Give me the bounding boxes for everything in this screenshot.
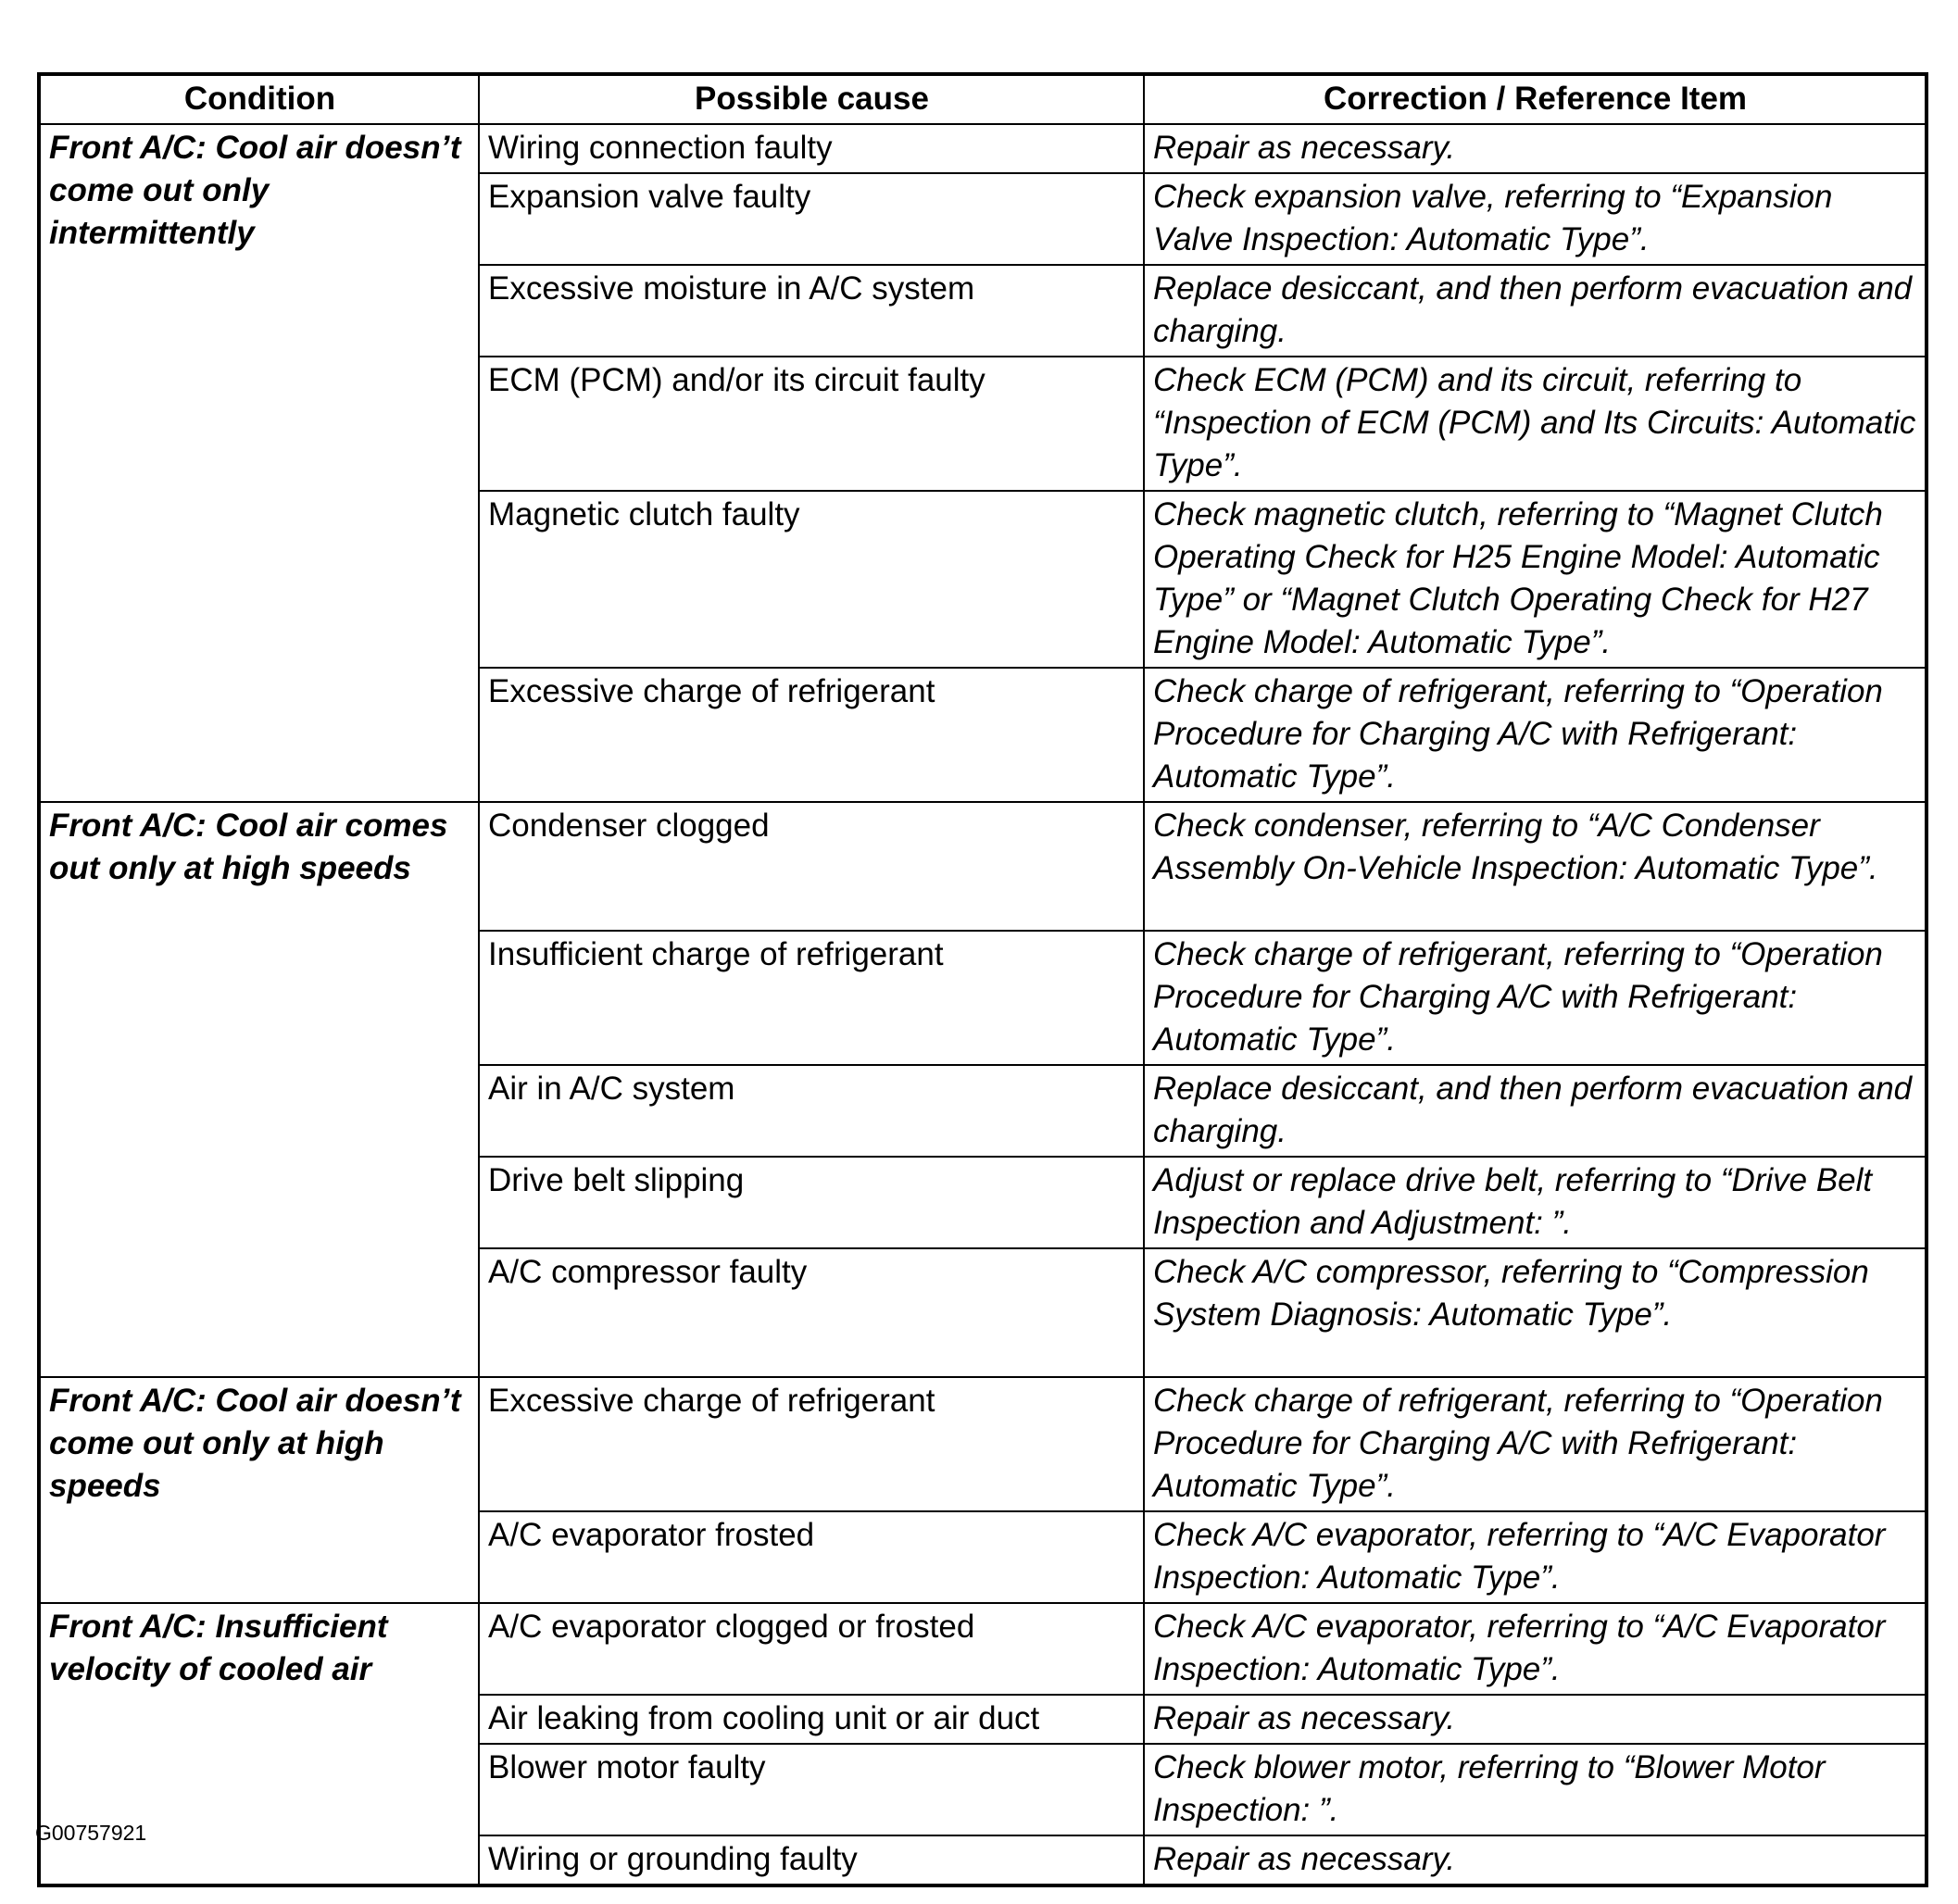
table-row xyxy=(39,802,1927,931)
table-row xyxy=(39,124,1927,173)
header-condition: Condition xyxy=(39,74,479,124)
header-correction: Correction / Reference Item xyxy=(1144,74,1927,124)
cause-cell: A/C evaporator frosted xyxy=(479,1511,1144,1603)
cause-cell: Wiring or grounding faulty xyxy=(479,1835,1144,1885)
correction-cell: Check charge of refrigerant, referring to “Operation Procedure for Charging A/C with Refrigerant: Automatic Type”. xyxy=(1144,1377,1927,1511)
correction-cell: Repair as necessary. xyxy=(1144,124,1927,173)
correction-cell: Check magnetic clutch, referring to “Magnet Clutch Operating Check for H25 Engine Model: Automatic Type” or “Magnet Clutch Operating Check for H27 Engine Model: Automatic Type”. xyxy=(1144,491,1927,668)
correction-cell: Check condenser, referring to “A/C Condenser Assembly On-Vehicle Inspection: Automatic Type”. xyxy=(1144,802,1927,931)
figure-id: G00757921 xyxy=(35,1821,147,1845)
cause-cell: A/C compressor faulty xyxy=(479,1248,1144,1377)
correction-cell: Replace desiccant, and then perform evacuation and charging. xyxy=(1144,265,1927,357)
correction-cell: Repair as necessary. xyxy=(1144,1835,1927,1885)
correction-cell: Repair as necessary. xyxy=(1144,1695,1927,1744)
cause-cell: Expansion valve faulty xyxy=(479,173,1144,265)
cause-cell: Drive belt slipping xyxy=(479,1157,1144,1248)
condition-cell: Front A/C: Cool air doesn’t come out only intermittently xyxy=(39,124,479,802)
cause-cell: Wiring connection faulty xyxy=(479,124,1144,173)
correction-cell: Check charge of refrigerant, referring to “Operation Procedure for Charging A/C with Refrigerant: Automatic Type”. xyxy=(1144,931,1927,1065)
correction-cell: Adjust or replace drive belt, referring to “Drive Belt Inspection and Adjustment: ”. xyxy=(1144,1157,1927,1248)
cause-cell: Excessive moisture in A/C system xyxy=(479,265,1144,357)
cause-cell: Condenser clogged xyxy=(479,802,1144,931)
cause-cell: ECM (PCM) and/or its circuit faulty xyxy=(479,357,1144,491)
cause-cell: Insufficient charge of refrigerant xyxy=(479,931,1144,1065)
correction-cell: Check blower motor, referring to “Blower Motor Inspection: ”. xyxy=(1144,1744,1927,1835)
correction-cell: Check charge of refrigerant, referring to “Operation Procedure for Charging A/C with Refrigerant: Automatic Type”. xyxy=(1144,668,1927,802)
condition-cell: Front A/C: Cool air doesn’t come out only at high speeds xyxy=(39,1377,479,1603)
table-row xyxy=(39,1603,1927,1695)
condition-cell: Front A/C: Insufficient velocity of cooled air xyxy=(39,1603,479,1885)
cause-cell: Blower motor faulty xyxy=(479,1744,1144,1835)
correction-cell: Check A/C evaporator, referring to “A/C Evaporator Inspection: Automatic Type”. xyxy=(1144,1511,1927,1603)
troubleshooting-table xyxy=(37,72,1928,1887)
cause-cell: A/C evaporator clogged or frosted xyxy=(479,1603,1144,1695)
correction-cell: Check A/C evaporator, referring to “A/C Evaporator Inspection: Automatic Type”. xyxy=(1144,1603,1927,1695)
cause-cell: Magnetic clutch faulty xyxy=(479,491,1144,668)
cause-cell: Excessive charge of refrigerant xyxy=(479,1377,1144,1511)
correction-cell: Check expansion valve, referring to “Expansion Valve Inspection: Automatic Type”. xyxy=(1144,173,1927,265)
cause-cell: Air in A/C system xyxy=(479,1065,1144,1157)
header-row xyxy=(39,74,1927,124)
correction-cell: Check A/C compressor, referring to “Compression System Diagnosis: Automatic Type”. xyxy=(1144,1248,1927,1377)
correction-cell: Replace desiccant, and then perform evacuation and charging. xyxy=(1144,1065,1927,1157)
table-row xyxy=(39,1377,1927,1511)
table-body xyxy=(39,124,1927,1885)
correction-cell: Check ECM (PCM) and its circuit, referring to “Inspection of ECM (PCM) and Its Circuits: Automatic Type”. xyxy=(1144,357,1927,491)
cause-cell: Air leaking from cooling unit or air duct xyxy=(479,1695,1144,1744)
header-possible-cause: Possible cause xyxy=(479,74,1144,124)
cause-cell: Excessive charge of refrigerant xyxy=(479,668,1144,802)
condition-cell: Front A/C: Cool air comes out only at high speeds xyxy=(39,802,479,1377)
